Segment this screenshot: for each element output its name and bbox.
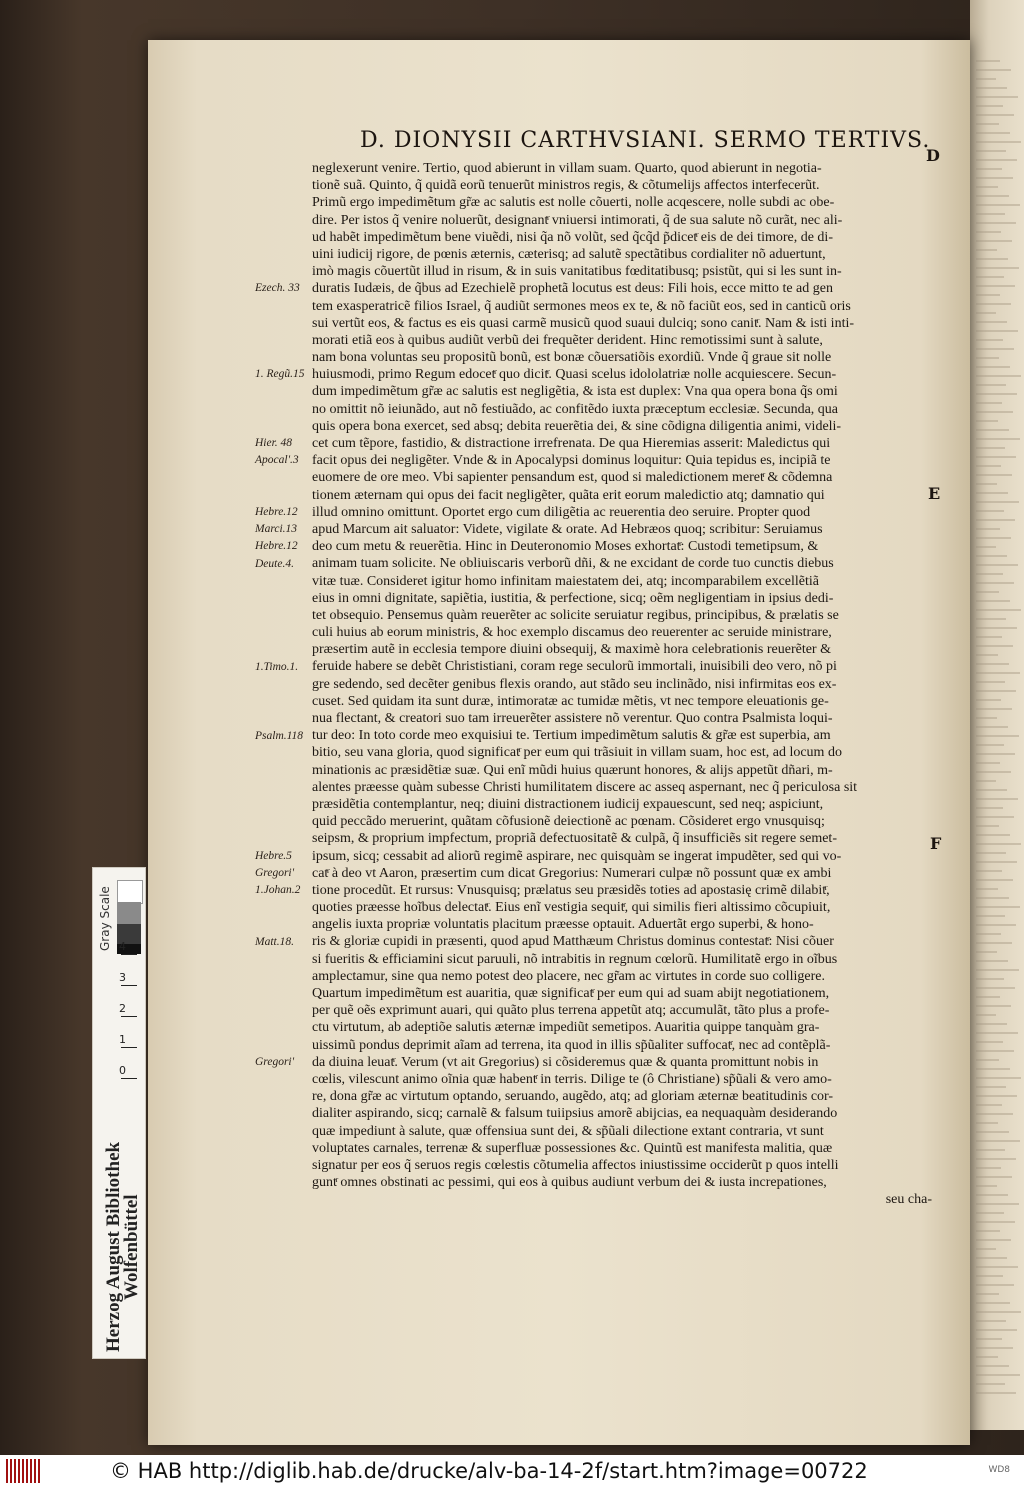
show-through-line bbox=[976, 1140, 1020, 1142]
text-line: gre sedendo, sed decẽter genibus flexis orando, aut stãdo seu inclinãdo, nisi infirmitas eos ex- bbox=[312, 676, 837, 692]
text-line: culi huius ab eorum ministris, & hoc exemplo discamus deo reuerenter ac seruide ministrare, bbox=[312, 625, 832, 641]
show-through-line bbox=[976, 1131, 1009, 1133]
show-through-line bbox=[976, 852, 1006, 854]
show-through-line bbox=[976, 186, 998, 188]
show-through-line bbox=[976, 870, 1002, 872]
show-through-line bbox=[976, 1059, 999, 1061]
show-through-line bbox=[976, 996, 1000, 998]
show-through-line bbox=[976, 357, 999, 359]
show-through-line bbox=[976, 312, 996, 314]
show-through-line bbox=[976, 1158, 1016, 1160]
show-through-line bbox=[976, 906, 1020, 908]
text-line: nua flectant, & creatori suo tam irreuerẽter assistere nõ verentur. Quo contra Psalmista loqui- bbox=[312, 711, 833, 726]
show-through-line bbox=[976, 474, 1012, 476]
show-through-line bbox=[976, 1329, 1017, 1331]
show-through-line bbox=[976, 1149, 1005, 1151]
text-line: dialiter aspirando, sicq; carnalẽ & falsum tuiipsius amorẽ abijcias, ea nequaquàm desiderando bbox=[312, 1106, 838, 1122]
margin-note: Ezech. 33 bbox=[255, 282, 300, 295]
show-through-line bbox=[976, 1167, 1001, 1169]
margin-note: Hebre.12 bbox=[255, 540, 298, 553]
show-through-line bbox=[976, 600, 1010, 602]
show-through-line bbox=[976, 1113, 1013, 1115]
show-through-line bbox=[976, 1338, 1002, 1340]
section-mark-e: E bbox=[928, 484, 941, 503]
text-line: nam bona voluntas seu propositũ bonũ, est bonæ cõuersatiõis exordiũ. Vnde q̃ graue sit nolle bbox=[312, 350, 832, 366]
text-line: apud Marcum ait saluator: Videte, vigilate & orate. Ad Hebræos quoq; scribitur: Seruiamus bbox=[312, 521, 823, 537]
gray-scale-label: Gray Scale bbox=[98, 886, 112, 951]
show-through-line bbox=[976, 150, 1006, 152]
show-through-line bbox=[976, 861, 1017, 863]
text-line: guntͬ omnes obstinati ac pessimi, qui eos à quibus audiunt verbum dei & iusta increpationes, bbox=[312, 1175, 827, 1191]
show-through-line bbox=[976, 591, 999, 593]
text-line: feruide habere se debẽt Christistiani, coram rege seculorũ immortali, inuisibili deo vero, nõ pi bbox=[312, 659, 837, 675]
text-line: seu cha- bbox=[885, 1192, 932, 1208]
show-through-line bbox=[976, 915, 1005, 917]
section-mark-f: F bbox=[930, 834, 942, 853]
show-through-line bbox=[976, 825, 999, 827]
show-through-line bbox=[976, 249, 997, 251]
margin-note: Gregori' bbox=[255, 1056, 295, 1069]
body-text bbox=[312, 160, 932, 1208]
show-through-line bbox=[976, 960, 1008, 962]
text-line: tet obsequio. Pensemus quàm reuerẽter ac solicite seruiatur regibus, principibus, & prælatis se bbox=[312, 607, 839, 623]
show-through-line bbox=[976, 276, 1004, 278]
text-line: Quartum impedimẽtum est auaritia, quæ significatͬ per eum qui ad suam abijt negotiationem, bbox=[312, 986, 830, 1001]
text-line: animam tuam solicite. Ne obliuiscaris verborũ dñi, & ne excidant de corde tuo cunctis diebus bbox=[312, 556, 834, 572]
text-line: amplectamur, sine qua nemo potest deo placere, nec gr̃am ac virtutes in corde suo colligere. bbox=[312, 968, 825, 984]
margin-note: Marci.13 bbox=[255, 523, 298, 536]
show-through-line bbox=[976, 1284, 1014, 1286]
show-through-line bbox=[976, 978, 1004, 980]
show-through-line bbox=[976, 429, 1009, 431]
show-through-line bbox=[976, 618, 1006, 620]
text-line: eius in omni dignitate, sapiẽtia, iustitia, & perfectione, sicq; oẽm negligentiam in ipsius dedi- bbox=[312, 590, 834, 606]
show-through-line bbox=[976, 465, 1001, 467]
text-line: præsertim autẽ in ecclesia tempore diuini obsequij, & maximè hora celebrationis reuerẽter & bbox=[312, 642, 831, 658]
margin-note: Gregori' bbox=[255, 867, 295, 880]
margin-note: Deute.4. bbox=[255, 557, 294, 570]
show-through-line bbox=[976, 168, 1002, 170]
copyright-url[interactable]: © HAB http://diglib.hab.de/drucke/alv-ba-14-2f/start.htm?image=00722 bbox=[110, 1459, 868, 1483]
show-through-line bbox=[976, 519, 1015, 521]
show-through-line bbox=[976, 87, 1007, 89]
scale-tick bbox=[121, 985, 137, 986]
show-through-line bbox=[976, 753, 1015, 755]
text-line: alentes præesse quàm subesse Christi humilitatem discere ac asseq aspernant, nec q̃ periculosa sit bbox=[312, 779, 858, 795]
scale-number: 4 bbox=[119, 940, 126, 953]
text-line: morati etiã eos à quibus audiũt verbũ dei frequẽter derident. Hinc remotissimi sunt à salute, bbox=[312, 332, 823, 348]
show-through-line bbox=[976, 1077, 1021, 1079]
show-through-line bbox=[976, 447, 1005, 449]
show-through-line bbox=[976, 177, 1013, 179]
text-line: illud omnino omittunt. Oportet ergo cum diligẽtia ac reuerentia deo seruire. Propter quod bbox=[312, 504, 811, 520]
show-through-line bbox=[976, 1221, 1015, 1223]
show-through-line bbox=[976, 222, 1016, 224]
text-line: seipsm, & proprium impfectum, propriã defectuositatẽ & culpã, q̃ insufficiẽs sit regere semet- bbox=[312, 831, 837, 847]
show-through-line bbox=[976, 636, 1002, 638]
show-through-line bbox=[976, 1095, 1017, 1097]
hab-logo-icon bbox=[6, 1459, 44, 1483]
show-through-line bbox=[976, 789, 1007, 791]
show-through-line bbox=[976, 258, 1008, 260]
margin-note: Apocal'.3 bbox=[255, 454, 299, 467]
text-line: huiusmodi, primo Regum edocetͬ quo dicitͬ. Quasi scelus idololatriæ nolle acquiescere. Secun- bbox=[312, 367, 837, 383]
show-through-line bbox=[976, 942, 1012, 944]
text-line: cœlis, vilescunt animo oĩnia quæ habentͬ in terris. Dilige te (ô Christiane) sp̃ũali & vero amo- bbox=[312, 1071, 832, 1087]
show-through-line bbox=[976, 393, 1017, 395]
show-through-line bbox=[976, 501, 1019, 503]
show-through-line bbox=[976, 546, 996, 548]
text-line: tem exasperatricẽ filios Israel, q̃ audiũt sermones meos ex te, & nõ faciũt eos, sed in canticũ oris bbox=[312, 298, 851, 314]
show-through-line bbox=[976, 1374, 1020, 1376]
scale-number: 1 bbox=[119, 1033, 126, 1046]
text-line: cet cum tẽpore, fastidio, & distractione irrefrenata. De qua Hieremias asserit: Maledictus qui bbox=[312, 436, 831, 451]
margin-note: Hebre.5 bbox=[255, 850, 292, 862]
show-through-line bbox=[976, 1248, 996, 1250]
show-through-line bbox=[976, 654, 998, 656]
scale-number: 0 bbox=[119, 1064, 126, 1077]
text-line: vitæ tuæ. Consideret igitur homo infinitam maiestatem dei, atq; incomparabilem excellẽtiã bbox=[312, 573, 819, 589]
text-line: quoties præesse hoĩbus delectatͬ. Eius enĩ vestigia sequitͬ, qui similis fieri altissimo cõcupiuit, bbox=[312, 900, 831, 916]
show-through-line bbox=[976, 1239, 1011, 1241]
show-through-line bbox=[976, 843, 1021, 845]
text-line: duratis Iudæis, de q̃bus ad Ezechielẽ prophetã locutus est deus: Fili hois, ecce mitto te ad gen bbox=[312, 281, 833, 297]
show-through-line bbox=[976, 240, 1012, 242]
show-through-line bbox=[976, 744, 1004, 746]
show-through-line bbox=[976, 294, 1000, 296]
text-line: cuset. Sed quidam ita sunt duræ, intimoratæ ac tumidæ mẽtis, vt nec tempore eleuationis ge- bbox=[312, 693, 829, 709]
show-through-line bbox=[976, 1104, 1002, 1106]
show-through-line bbox=[976, 1392, 1016, 1394]
show-through-line bbox=[976, 213, 1005, 215]
show-through-line bbox=[976, 987, 1015, 989]
show-through-line bbox=[976, 780, 996, 782]
show-through-line bbox=[976, 1293, 999, 1295]
text-line: dum impedimẽtum gr̃æ ac salutis est negligẽtia, & ista est duplex: Vna qua opera bona q̃s omi bbox=[312, 384, 838, 400]
show-through-line bbox=[976, 582, 1014, 584]
text-line: uissimũ pondus deprimit aĩam ad terrena, ita quod in illis sp̃ũaliter suffocatͬ, nec ad contẽplã- bbox=[312, 1037, 831, 1053]
text-line: neglexerunt venire. Tertio, quod abierunt in villam suam. Quarto, quod abierunt in negotia- bbox=[312, 161, 822, 176]
section-mark-d: D bbox=[926, 146, 940, 165]
text-line: per quẽ oẽs exprimunt auari, qui quãto plus terrena appetũt atq; accumulãt, tãto plus a profe- bbox=[312, 1003, 830, 1019]
text-line: quis opera bona exercet, sed absq; debita reuerẽtia dei, & sine cõdigna diligentia animi, videli- bbox=[312, 418, 842, 434]
margin-note: 1.Johan.2 bbox=[255, 884, 301, 897]
show-through-line bbox=[976, 195, 1009, 197]
institution-name: Herzog August Bibliothek bbox=[103, 1141, 124, 1352]
show-through-line bbox=[976, 933, 1001, 935]
show-through-line bbox=[976, 1266, 1018, 1268]
show-through-line bbox=[976, 699, 1001, 701]
show-through-line bbox=[976, 510, 1004, 512]
show-through-line bbox=[976, 969, 1019, 971]
show-through-line bbox=[976, 141, 1021, 143]
show-through-line bbox=[976, 60, 1000, 62]
show-through-line bbox=[976, 303, 1011, 305]
white-swatch bbox=[117, 880, 143, 904]
show-through-line bbox=[976, 1203, 1019, 1205]
show-through-line bbox=[976, 1365, 1009, 1367]
text-line: re, dona gr̃æ ac virtutum optando, seruando, augẽdo, atq; ad gloriam æternæ beatitudinis cor- bbox=[312, 1089, 834, 1105]
show-through-line bbox=[976, 1023, 1007, 1025]
text-line: catͬ à deo vt Aaron, præsertim cum dicat Gregorius: Numerari culpæ nõ possunt quæ ex ambi bbox=[312, 865, 832, 881]
text-line: ris & gloriæ cupidi in præsenti, quod apud Matthæum Christus dominus contestatͬ: Nisi cõuer bbox=[312, 934, 834, 950]
show-through-line bbox=[976, 564, 1018, 566]
show-through-line bbox=[976, 402, 1002, 404]
text-line: præsidẽtia contemplantur, neq; diuini distractionem iudicij expauescunt, sed neq; aspiciunt, bbox=[312, 796, 824, 812]
show-through-line bbox=[976, 816, 1014, 818]
show-through-line bbox=[976, 1356, 998, 1358]
mid-gray-swatch bbox=[117, 902, 141, 924]
show-through-line bbox=[976, 123, 999, 125]
show-through-line bbox=[976, 924, 1016, 926]
show-through-line bbox=[976, 807, 1003, 809]
show-through-line bbox=[976, 105, 1003, 107]
show-through-line bbox=[976, 1302, 1010, 1304]
text-line: voluptates carnales, terrenæ & superfluæ possessiones &c. Quintũ est manifesta malitia, quæ bbox=[312, 1140, 833, 1156]
show-through-line bbox=[976, 231, 1001, 233]
show-through-line bbox=[976, 321, 1007, 323]
margin-note: 1.Timo.1. bbox=[255, 660, 299, 673]
show-through-line bbox=[976, 1275, 1003, 1277]
scale-tick bbox=[121, 1016, 137, 1017]
show-through-line bbox=[976, 879, 1013, 881]
show-through-line bbox=[976, 384, 1006, 386]
show-through-line bbox=[976, 96, 1018, 98]
show-through-line bbox=[976, 411, 1013, 413]
show-through-line bbox=[976, 132, 1010, 134]
show-through-line bbox=[976, 771, 1011, 773]
show-through-line bbox=[976, 1311, 1021, 1313]
text-line: ud habẽt impedimẽtum bene viuẽdi, nisi q̃a nõ volũt, sed q̃cq̃d p̃dicetͬ eis de dei timore, de di- bbox=[312, 229, 833, 245]
text-line: sui vertũt eos, & factus es eis quasi carmẽ musicũ quod suaui dulciq; sono canitͬ. Nam & isti inti- bbox=[312, 315, 855, 331]
footer-code: WD8 bbox=[988, 1465, 1010, 1475]
show-through-line bbox=[976, 1212, 1004, 1214]
show-through-line bbox=[976, 1068, 1010, 1070]
scale-number: 3 bbox=[119, 971, 126, 984]
show-through-line bbox=[976, 708, 1012, 710]
margin-note: Hier. 48 bbox=[255, 437, 293, 450]
text-line: imò magis cõuertũt illud in risum, & in suis vanitatibus fœditatibusq; psistũt, qui si les sunt in- bbox=[312, 264, 842, 280]
show-through-line bbox=[976, 483, 997, 485]
margin-note: Hebre.12 bbox=[255, 506, 298, 518]
show-through-line bbox=[976, 834, 1010, 836]
show-through-line bbox=[976, 1086, 1006, 1088]
show-through-line bbox=[976, 1185, 997, 1187]
text-line: Primũ ergo impedimẽtum gr̃æ ac salutis est nolle cõuerti, nolle acqescere, nolle subdi ac obe- bbox=[312, 195, 835, 211]
show-through-line bbox=[976, 663, 1009, 665]
text-line: tionẽ suã. Quinto, q̃ quidã eorũ tenuerũt ministros regis, & cõtumelijs affectos interfecerũt. bbox=[312, 178, 820, 194]
text-line: si fueritis & efficiamini sicut paruuli, nõ intrabitis in regnum cœlorũ. Humilitatẽ ergo in oĩbus bbox=[312, 951, 838, 967]
show-through-line bbox=[976, 1320, 1006, 1322]
show-through-line bbox=[976, 1176, 1012, 1178]
show-through-line bbox=[976, 690, 1016, 692]
text-line: quæ impediunt à salute, quæ offensiua sunt dei, & sp̃ũali dilectione extant contraria, vt sunt bbox=[312, 1123, 824, 1139]
show-through-line bbox=[976, 1122, 998, 1124]
text-line: ipsum, sicq; cessabit ad aliorũ regimẽ aspirare, nec quisquàm se ingerat impudẽter, sed qui vo- bbox=[312, 848, 842, 864]
show-through-line bbox=[976, 1383, 1005, 1385]
text-line: facit opus dei negligẽter. Vnde & in Apocalypsi dominus loquitur: Quia tepidus es, incipiã te bbox=[312, 453, 831, 469]
show-through-line bbox=[976, 528, 1000, 530]
show-through-line bbox=[976, 609, 1021, 611]
show-through-line bbox=[976, 951, 997, 953]
margin-note: 1. Regũ.15 bbox=[255, 368, 305, 381]
text-line: tur deo: In toto corde meo exquisiui te. Tertium impedimẽtum salutis & gr̃æ est superbia, am bbox=[312, 728, 831, 744]
show-through-line bbox=[976, 735, 1019, 737]
show-through-line bbox=[976, 555, 1007, 557]
show-through-line bbox=[976, 69, 1011, 71]
show-through-line bbox=[976, 762, 1000, 764]
show-through-line bbox=[976, 1041, 1003, 1043]
text-line: ctu virtutum, ab adeptiõe salutis æternæ impediũt semetipos. Auaritia quippe tanquàm gra- bbox=[312, 1020, 820, 1036]
show-through-line bbox=[976, 897, 1009, 899]
margin-note: Matt.18. bbox=[255, 936, 294, 948]
show-through-line bbox=[976, 717, 997, 719]
text-line: deo cum metu & reuerẽtia. Hinc in Deuteronomio Moses exhortatͬ: Custodi temetipsum, & bbox=[312, 539, 819, 555]
show-through-line bbox=[976, 366, 1010, 368]
show-through-line bbox=[976, 1032, 1018, 1034]
show-through-line bbox=[976, 1230, 1000, 1232]
show-through-line bbox=[976, 375, 1021, 377]
show-through-line bbox=[976, 285, 1015, 287]
show-through-line bbox=[976, 888, 998, 890]
show-through-line bbox=[976, 114, 1014, 116]
show-through-line bbox=[976, 330, 1018, 332]
text-line: dire. Per istos q̃ venire noluerũt, designantͬ vniuersi intimorati, q̃ de sua salute nõ curãt, nec ali- bbox=[312, 212, 843, 228]
text-line: bitio, seu vana gloria, quod significatͬ per eum qui trãsiuit in villam suam, hoc est, ad locum do bbox=[312, 745, 842, 761]
show-through-line bbox=[976, 672, 1020, 674]
show-through-line bbox=[976, 78, 996, 80]
show-through-line bbox=[976, 1257, 1007, 1259]
text-line: tione procedũt. Et rursus: Vnusquisq; prælatus seu præsidẽs toties ad apostasię crimẽ dilabitͬ, bbox=[312, 882, 830, 898]
text-line: minationis ac præsidẽtiæ suæ. Qui enĩ mũdi huius quærunt honores, & alijs appetũt dñari, m- bbox=[312, 762, 833, 778]
show-through-line bbox=[976, 456, 1016, 458]
show-through-line bbox=[976, 798, 1018, 800]
running-title: D. DIONYSII CARTHVSIANI. SERMO TERTIVS. bbox=[360, 128, 931, 153]
footer-bar bbox=[0, 1455, 1024, 1488]
show-through-line bbox=[976, 267, 1019, 269]
text-line: euomere de ore meo. Vbi sapienter pensandum est, quod si maledictionem meretͬ & cõdemna bbox=[312, 470, 833, 486]
show-through-line bbox=[976, 339, 1003, 341]
text-line: da diuina leuatͬ. Verum (vt ait Gregorius) si cõsideremus quæ & quanta promittunt nobis in bbox=[312, 1054, 819, 1070]
institution-city: Wolfenbüttel bbox=[121, 1194, 142, 1300]
show-through-line bbox=[976, 1347, 1013, 1349]
scale-tick bbox=[121, 1078, 137, 1079]
text-line: tionem æternam qui opus dei facit negligẽter, quãta erit eorum maledictio atq; damnatio qui bbox=[312, 487, 825, 503]
next-page-edge bbox=[970, 0, 1024, 1430]
show-through-line bbox=[976, 537, 1011, 539]
show-through-line bbox=[976, 159, 1017, 161]
scale-number: 2 bbox=[119, 1002, 126, 1015]
show-through-line bbox=[976, 204, 1020, 206]
show-through-line bbox=[976, 645, 1013, 647]
text-line: angelis iuxta propriæ voluntatis placitum præesse optauit. Aduertãt ergo superbi, & hono- bbox=[312, 917, 814, 933]
show-through-line bbox=[976, 726, 1008, 728]
text-line: no omittit nõ ieiunãdo, aut nõ festiuãdo, ac confitẽdo iuxta præceptum ecclesiæ. Secunda, qua bbox=[312, 401, 839, 417]
show-through-line bbox=[976, 1005, 1011, 1007]
show-through-line bbox=[976, 573, 1003, 575]
text-line: uini iudicij rigore, de pœnis æternis, cæterisq; ad salutẽ spectãtibus cordialiter nõ aduertunt, bbox=[312, 246, 826, 262]
show-through-line bbox=[976, 1050, 1014, 1052]
show-through-line bbox=[976, 1014, 996, 1016]
show-through-line bbox=[976, 420, 998, 422]
show-through-line bbox=[976, 348, 1014, 350]
show-through-line bbox=[976, 492, 1008, 494]
show-through-line bbox=[976, 627, 1017, 629]
show-through-line bbox=[976, 681, 1005, 683]
show-through-line bbox=[976, 438, 1020, 440]
show-through-line bbox=[976, 1194, 1008, 1196]
text-line: signatur per eos q̃ seruos regis cœlestis cõtumelia affectos iniustissime occiderũt p quos intelli bbox=[312, 1157, 839, 1173]
scale-tick bbox=[121, 954, 137, 955]
scale-tick bbox=[121, 1047, 137, 1048]
text-line: quid peccãdo meruerint, quãtam cõfusionẽ deiectionẽ ac pœnam. Cõsideret ergo vnusquisq; bbox=[312, 814, 825, 830]
margin-note: Psalm.118 bbox=[255, 729, 304, 742]
